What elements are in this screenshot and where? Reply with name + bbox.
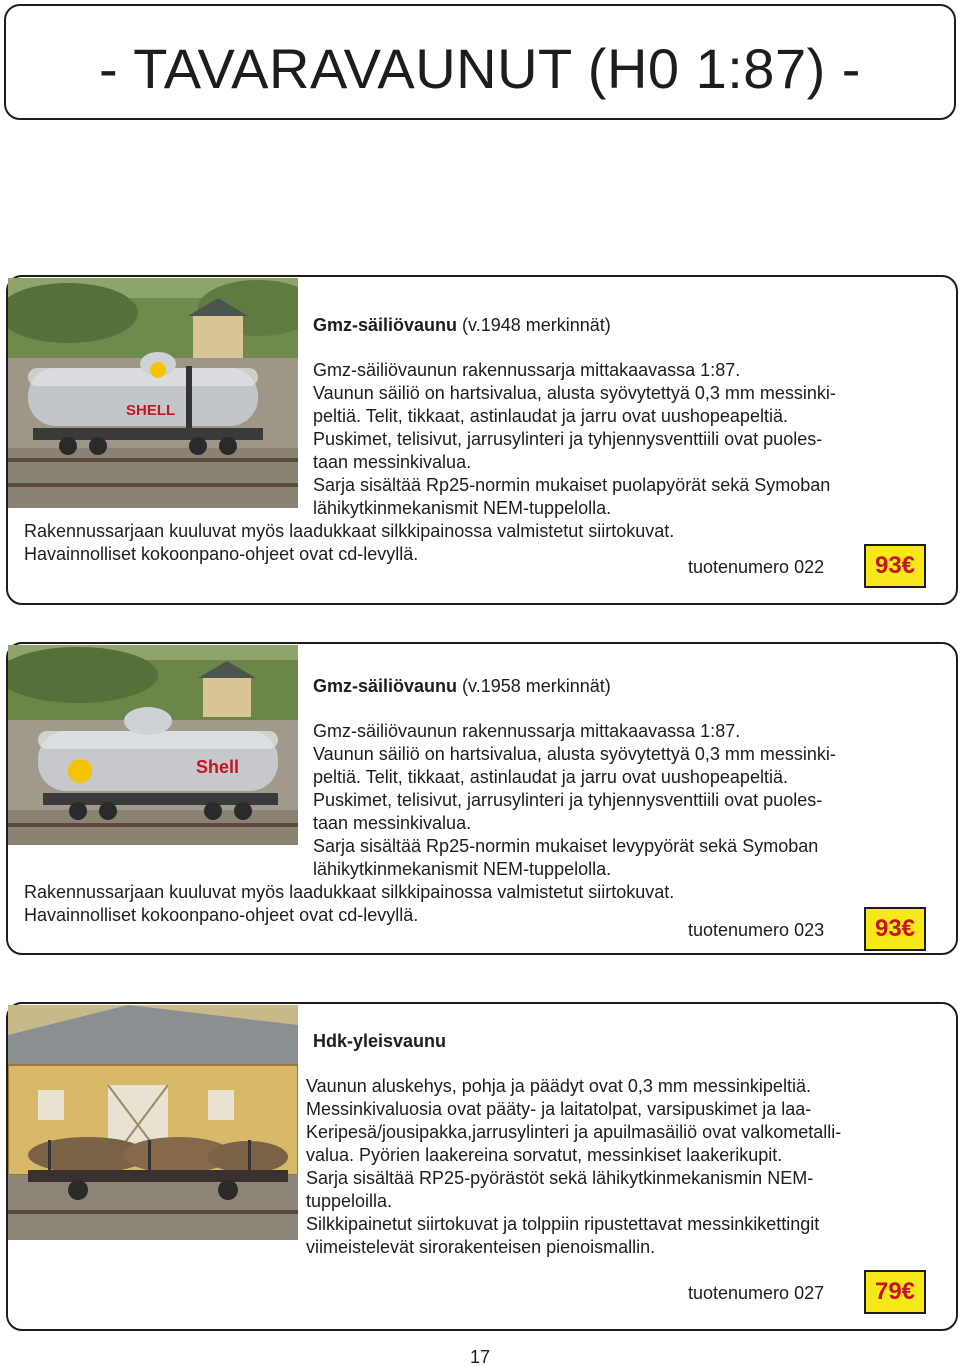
desc-line: valua. Pyörien laakereina sorvatut, messinkiset laakerikupit. xyxy=(306,1145,783,1165)
desc-line: Rakennussarjaan kuuluvat myös laadukkaat silkkipainossa valmistetut siirtokuvat. xyxy=(24,882,675,902)
desc-line: taan messinkivalua. xyxy=(313,813,472,833)
product-name: Gmz-säiliövaunu xyxy=(313,315,458,335)
product-description xyxy=(306,1075,841,1259)
product-variant: (v.1958 merkinnät) xyxy=(457,676,611,696)
desc-line: peltiä. Telit, tikkaat, astinlaudat ja jarru ovat uushopeapeltiä. xyxy=(313,767,788,787)
product-name: Hdk-yleisvaunu xyxy=(313,1031,447,1051)
desc-line: Havainnolliset kokoonpano-ohjeet ovat cd-levyllä. xyxy=(24,905,419,925)
desc-line: Gmz-säiliövaunun rakennussarja mittakaavassa 1:87. xyxy=(313,360,741,380)
product-title xyxy=(313,1031,446,1052)
desc-line: Sarja sisältää Rp25-normin mukaiset puolapyörät sekä Symoban xyxy=(313,475,831,495)
desc-line: Vaunun säiliö on hartsivalua, alusta syövytettyä 0,3 mm messinki- xyxy=(313,383,836,403)
product-description-extra xyxy=(24,520,674,566)
desc-line: Keripesä/jousipakka,jarrusylinteri ja apuilmasäiliö ovat valkometalli- xyxy=(306,1122,842,1142)
desc-line: tuppeloilla. xyxy=(306,1191,393,1211)
shell-decal: SHELL xyxy=(126,402,176,419)
desc-line: Puskimet, telisivut, jarrusylinteri ja tyhjennysventtiili ovat puoles- xyxy=(313,429,823,449)
desc-line: Puskimet, telisivut, jarrusylinteri ja tyhjennysventtiili ovat puoles- xyxy=(313,790,823,810)
flat-wagon-photo xyxy=(8,1005,298,1240)
product-title xyxy=(313,676,611,697)
product-description-extra xyxy=(24,881,674,927)
desc-line: peltiä. Telit, tikkaat, astinlaudat ja jarru ovat uushopeapeltiä. xyxy=(313,406,788,426)
page-number: 17 xyxy=(469,1347,491,1367)
desc-line: Gmz-säiliövaunun rakennussarja mittakaavassa 1:87. xyxy=(313,721,741,741)
tank-wagon-1948-photo xyxy=(8,278,298,508)
desc-line: Sarja sisältää Rp25-normin mukaiset levypyörät sekä Symoban xyxy=(313,836,819,856)
page-title: - TAVARAVAUNUT (H0 1:87) - xyxy=(99,37,861,100)
product-number: tuotenumero 022 xyxy=(688,557,825,577)
price-badge: 79€ xyxy=(864,1270,926,1314)
desc-line: Sarja sisältää RP25-pyörästöt sekä lähikytkinmekanismin NEM- xyxy=(306,1168,814,1188)
desc-line: Vaunun aluskehys, pohja ja päädyt ovat 0,3 mm messinkipeltiä. xyxy=(306,1076,811,1096)
title-box xyxy=(4,4,956,120)
desc-line: taan messinkivalua. xyxy=(313,452,472,472)
product-name: Gmz-säiliövaunu xyxy=(313,676,458,696)
product-number: tuotenumero 023 xyxy=(688,920,825,940)
shell-decal: Shell xyxy=(196,757,240,777)
price-badge: 93€ xyxy=(864,544,926,588)
product-description xyxy=(313,359,836,520)
desc-line: Vaunun säiliö on hartsivalua, alusta syövytettyä 0,3 mm messinki- xyxy=(313,744,836,764)
product-number: tuotenumero 027 xyxy=(688,1283,825,1303)
desc-line: Messinkivaluosia ovat pääty- ja laitatolpat, varsipuskimet ja laa- xyxy=(306,1099,812,1119)
desc-line: Havainnolliset kokoonpano-ohjeet ovat cd-levyllä. xyxy=(24,544,419,564)
desc-line: Silkkipainetut siirtokuvat ja tolppiin ripustettavat messinkikettingit xyxy=(306,1214,820,1234)
desc-line: lähikytkinmekanismit NEM-tuppelolla. xyxy=(313,498,612,518)
desc-line: viimeistelevät sirorakenteisen pienoismallin. xyxy=(306,1237,656,1257)
product-description xyxy=(313,720,836,881)
product-title xyxy=(313,315,611,336)
desc-line: lähikytkinmekanismit NEM-tuppelolla. xyxy=(313,859,612,879)
product-variant: (v.1948 merkinnät) xyxy=(457,315,611,335)
desc-line: Rakennussarjaan kuuluvat myös laadukkaat silkkipainossa valmistetut siirtokuvat. xyxy=(24,521,675,541)
price-badge: 93€ xyxy=(864,907,926,951)
tank-wagon-1958-photo xyxy=(8,645,298,845)
